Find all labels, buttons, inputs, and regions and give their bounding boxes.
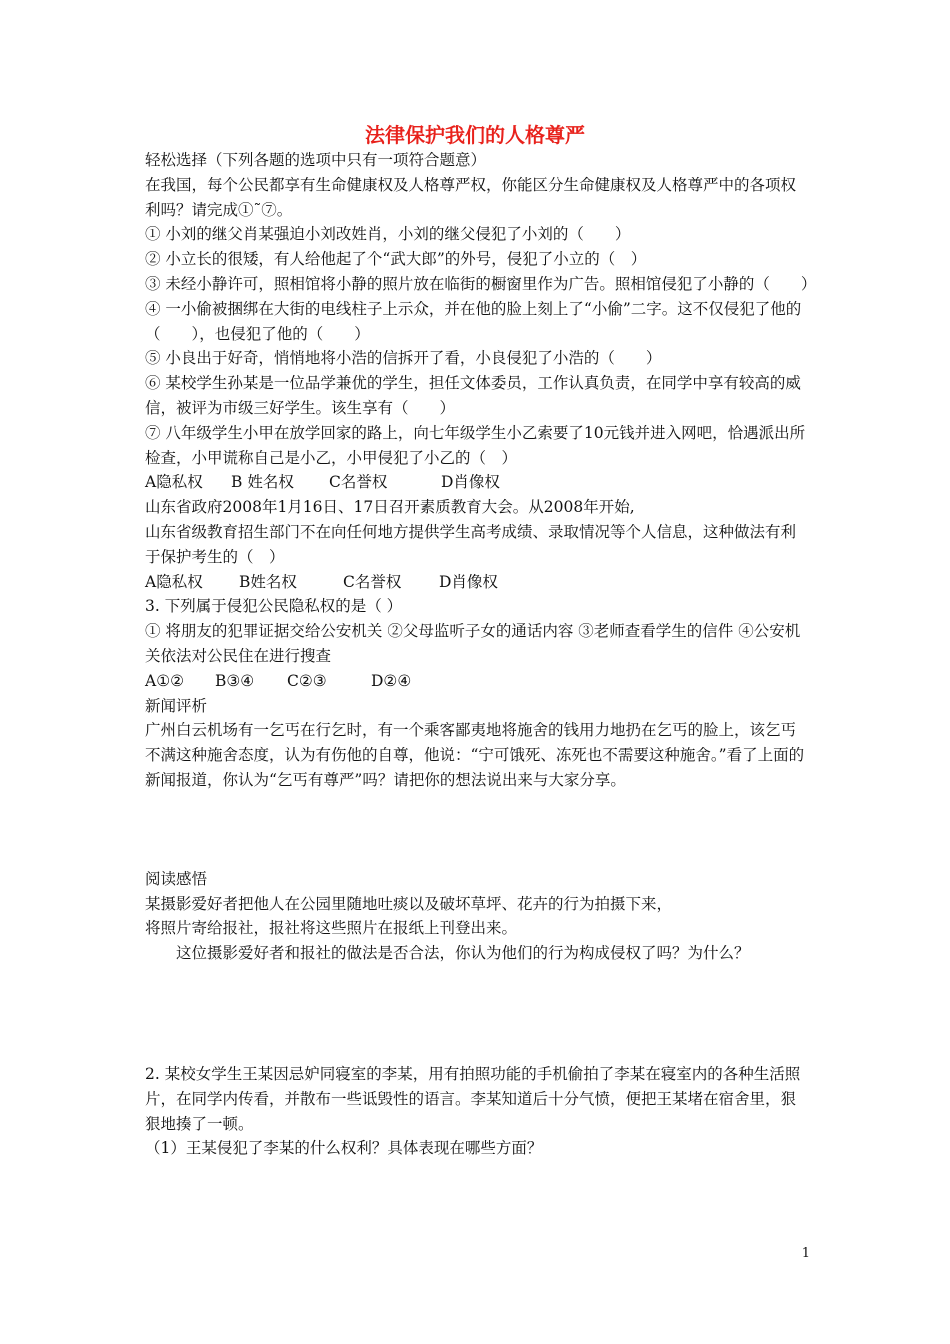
question-3-choices: ① 将朋友的犯罪证据交给公安机关 ②父母监听子女的通话内容 ③老师查看学生的信件 ④公安机关依法对公民住在进行搜查 (145, 622, 801, 665)
question-item-1: ① 小刘的继父肖某强迫小刘改姓肖，小刘的继父侵犯了小刘的（ ） (145, 225, 631, 244)
option-c: C名誉权 (343, 572, 402, 591)
question-item-6: ⑥ 某校学生孙某是一位品学兼优的学生，担任文体委员，工作认真负责，在同学中享有较高的威信，被评为市级三好学生。该生享有（ ） (145, 374, 801, 417)
answer-options (145, 669, 810, 694)
question-item-4: ④ 一小偷被捆绑在大街的电线柱子上示众，并在他的脸上刻上了“小偷”二字。这不仅侵犯了他的（ ），也侵犯了他的（ ） (145, 299, 802, 343)
question-item-3: ③ 未经小静许可，照相馆将小静的照片放在临街的橱窗里作为广告。照相馆侵犯了小静的（ ） (145, 274, 817, 293)
question-item-7: ⑦ 八年级学生小甲在放学回家的路上，向七年级学生小乙索要了10元钱并进入网吧，恰遇派出所检查，小甲谎称自己是小乙，小甲侵犯了小乙的（ ） (145, 423, 806, 467)
news-heading: 新闻评析 (145, 696, 208, 715)
news-text: 广州白云机场有一乞丐在行乞时，有一个乘客鄙夷地将施舍的钱用力地扔在乞丐的脸上，该乞丐不满这种施舍态度，认为有伤他的自尊，他说：“宁可饿死、冻死也不需要这种施舍。”看了上面的新闻报道，你认为“乞丐有尊严”吗？请把你的想法说出来与大家分享。 (145, 721, 805, 789)
option-d: D肖像权 (439, 572, 498, 591)
reading-line-2: 将照片寄给报社，报社将这些照片在报纸上刊登出来。 (145, 919, 518, 938)
question-2-line-1: 山东省政府2008年1月16日、17日召开素质教育大会。从2008年开始, (145, 498, 635, 517)
option-b: B③④ (215, 671, 255, 690)
document-body (145, 148, 817, 1161)
option-a: A隐私权 (145, 473, 203, 492)
reading-question: 这位摄影爱好者和报社的做法是否合法，你认为他们的行为构成侵权了吗？为什么？ (176, 944, 750, 963)
question-item-2: ② 小立长的很矮，有人给他起了个“武大郎”的外号，侵犯了小立的（ ） (145, 250, 647, 269)
page-number: 1 (801, 1246, 810, 1261)
option-d: D肖像权 (441, 473, 500, 492)
option-c: C②③ (287, 671, 327, 690)
answer-options (145, 570, 810, 595)
question-3-stem: 3. 下列属于侵犯公民隐私权的是（ ） (145, 597, 403, 616)
answer-space (145, 793, 810, 867)
page-title: 法律保护我们的人格尊严 (365, 123, 585, 147)
question-item-5: ⑤ 小良出于好奇，悄悄地将小浩的信拆开了看，小良侵犯了小浩的（ ） (145, 349, 662, 368)
reading-line-1: 某摄影爱好者把他人在公园里随地吐痰以及破坏草坪、花卉的行为拍摄下来， (145, 894, 673, 913)
option-b: B 姓名权 (231, 473, 294, 492)
case-2-text: 2. 某校女学生王某因忌妒同寝室的李某，用有拍照功能的手机偷拍了李某在寝室内的各种生活照片，在同学内传看，并散布一些诋毁性的语言。李某知道后十分气愤，便把王某堵在宿舍里，狠狠地揍了一顿。 (145, 1064, 801, 1133)
option-b: B姓名权 (239, 572, 297, 591)
answer-options (145, 470, 810, 495)
case-2-subquestion-1: （1）王某侵犯了李某的什么权利？具体表现在哪些方面？ (145, 1139, 543, 1158)
option-a: A①② (145, 671, 184, 690)
answer-space (145, 966, 810, 1062)
option-d: D②④ (371, 671, 412, 690)
section-intro: 在我国，每个公民都享有生命健康权及人格尊严权，你能区分生命健康权及人格尊严中的各项权利吗？请完成①˜⑦。 (145, 175, 797, 219)
question-2-line-2: 山东省级教育招生部门不在向任何地方提供学生高考成绩、录取情况等个人信息，这种做法有利于保护考生的（ ） (145, 522, 797, 566)
option-a: A隐私权 (145, 572, 203, 591)
option-c: C名誉权 (329, 473, 388, 492)
reading-heading: 阅读感悟 (145, 869, 208, 888)
section-heading: 轻松选择（下列各题的选项中只有一项符合题意） (145, 151, 487, 169)
